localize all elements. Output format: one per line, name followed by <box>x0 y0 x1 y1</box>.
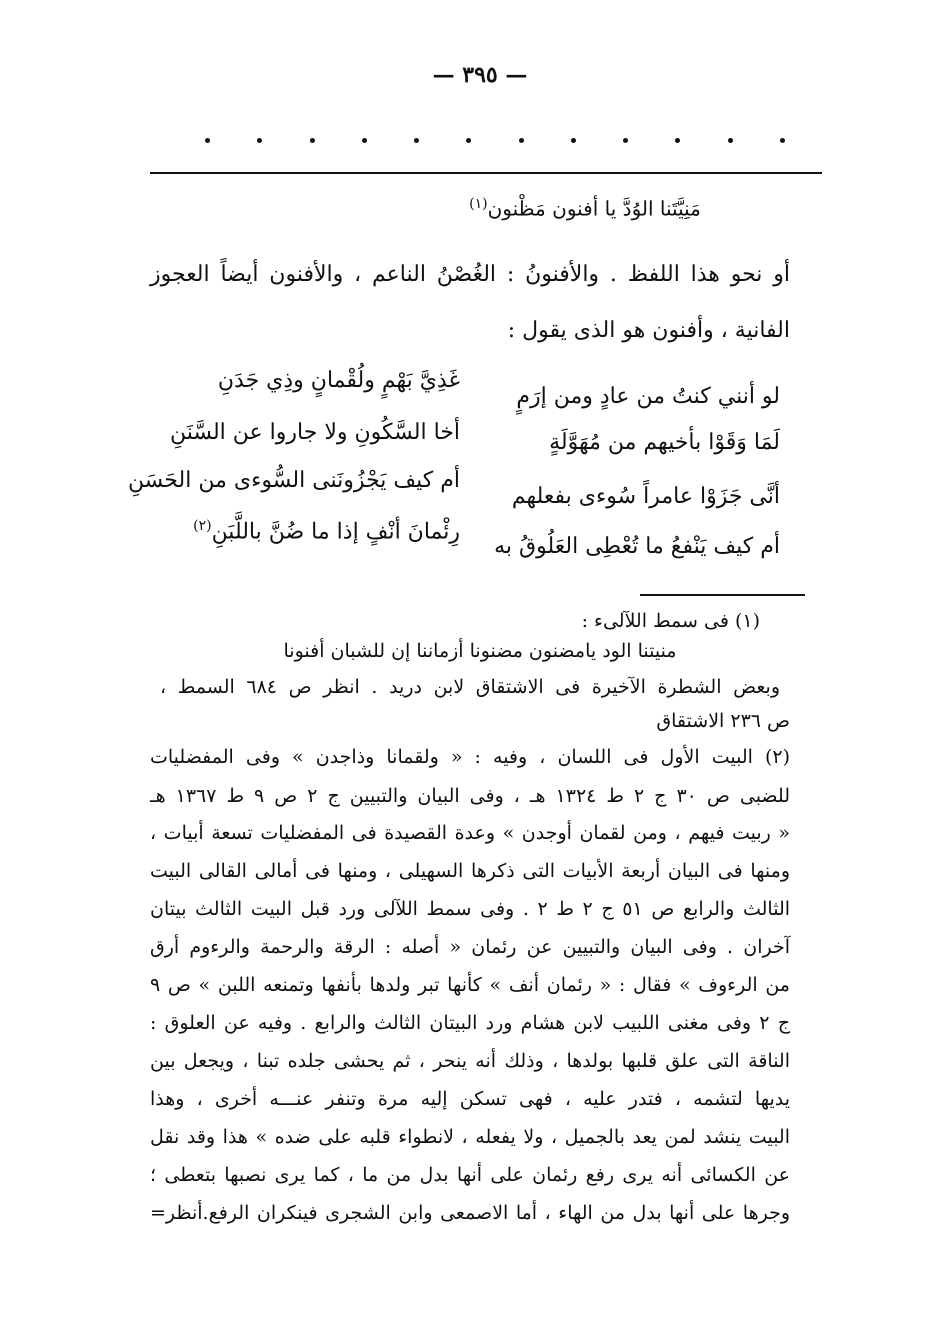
dot <box>205 138 210 143</box>
footnote-2-line: عن الكسائى أنه يرى رفع رئمان على أنها بدل من ما ، كما يرى نصبها بتعطى ؛ <box>150 1164 790 1186</box>
footnote-1-label: (١) فى سمط اللآلىء : <box>581 610 760 632</box>
verse-4-left-text: رِئْمانَ أنْفٍ إذا ما ضُنَّ باللَّبَنِ <box>211 519 460 545</box>
footnote-2-line: وجرها على أنها بدل من الهاء ، أما الاصمعى وابن الشجرى فينكران الرفع.أنظر= <box>150 1202 790 1224</box>
ornament-dots <box>205 138 785 143</box>
verse-4-right: أم كيف يَنْفعُ ما تُعْطِى العَلُوقُ به <box>494 534 780 559</box>
dot <box>675 138 680 143</box>
paragraph-line-2: الفانية ، وأفنون هو الذى يقول : <box>507 318 790 343</box>
footnote-2-line: ومنها فى البيان أربعة الأبيات التى ذكرها السهيلى ، ومنها فى أمالى القالى البيت <box>150 860 790 882</box>
verse-3-left: أم كيف يَجْزُونَنى السُّوءى من الحَسَنِ <box>127 468 460 493</box>
footnote-2-line: « ربيت فيهم ، ومن لقمان أوجدن » وعدة القصيدة فى المفضليات تسعة أبيات ، <box>150 822 790 844</box>
paragraph-line-1: أو نحو هذا اللفظ . والأفنونُ : الغُصْنُ الناعم ، والأفنون أيضاً العجوز <box>150 262 790 287</box>
footnote-1-line-3: ص ٢٣٦ الاشتقاق <box>656 710 790 732</box>
dot <box>362 138 367 143</box>
footnote-2-line: (٢) البيت الأول فى اللسان ، وفيه : « ولقمانا وذاجدن » وفى المفضليات <box>150 746 790 768</box>
footnote-2-line: الثالث والرابع ص ٥١ ج ٢ ط ٢ . وفى سمط اللآلى ورد قبل البيت الثالث بيتان <box>150 898 791 920</box>
dot <box>466 138 471 143</box>
footnote-1-line-2: وبعض الشطرة الآخيرة فى الاشتقاق لابن دريد . انظر ص ٦٨٤ السمط ، <box>160 676 781 698</box>
dot <box>310 138 315 143</box>
dot <box>571 138 576 143</box>
verse-4-left <box>160 518 460 544</box>
footnote-2-line: البيت ينشد لمن يعد بالجميل ، ولا يفعله ، لانطواء قلبه على ضده » هذا وقد نقل <box>150 1126 790 1148</box>
dot <box>728 138 733 143</box>
footnote-2-line: للضبى ص ٣٠ ج ٢ ط ١٣٢٤ هـ ، وفى البيان والتبيين ج ٢ ص ٩ ط ١٣٦٧ هـ <box>150 785 790 807</box>
footnote-1-verse: منيتنا الود يامضنون مضنونا أزماننا إن للشبان أفنونا <box>283 640 677 662</box>
footnote-2-line: الناقة التى علق قلبها بولدها ، وذلك أنه ينحر ، ثم يحشى جلده تبنا ، ويجعل بين <box>150 1050 790 1072</box>
hemistich-note: (١) <box>469 196 488 212</box>
verse-note: (٢) <box>193 518 212 534</box>
verse-1-right: لو أنني كنتُ من عادٍ ومن إرَمٍ <box>516 384 780 409</box>
dot <box>414 138 419 143</box>
hemistich-line <box>350 196 820 221</box>
verse-1-left: غَذِيَّ بَهْمٍ ولُقْمانٍ وذِي جَدَنِ <box>217 368 460 393</box>
verse-2-left: أخا السَّكُونِ ولا جاروا عن السَّنَنِ <box>169 420 460 445</box>
top-rule <box>150 172 822 174</box>
dot <box>780 138 785 143</box>
footnote-2-line: يديها لتشمه ، فتدر عليه ، فهى تسكن إليه مرة وتنفر عنـــه أخرى ، وهذا <box>150 1088 790 1110</box>
verse-2-right: لَمَا وَقَوْا بأخيهم من مُهَوَّلَةٍ <box>549 430 780 455</box>
dot <box>257 138 262 143</box>
dot <box>519 138 524 143</box>
verse-3-right: أنَّى جَزَوْا عامراً سُوءى بفعلهم <box>511 484 780 509</box>
footnote-2-line: ج ٢ وفى مغنى اللبيب لابن هشام ورد البيتان الثالث والرابع . وفيه عن العلوق : <box>150 1012 790 1034</box>
hemistich-text: مَنِيَّتَنا الوُدَّ يا أفنون مَظْنون <box>487 196 701 221</box>
footnote-2-line: من الرءوف » فقال : « رئمان أنف » كأنها تبر ولدها بأنفها وتمنعه اللبن » ص ٩ <box>150 974 790 996</box>
dot <box>623 138 628 143</box>
footnote-rule <box>640 594 805 596</box>
page-number: — ٣٩٥ — <box>432 62 528 88</box>
footnote-2-line: آخران . وفى البيان والتبيين عن رئمان « أصله : الرقة والرحمة والرءوم أرق <box>150 936 790 958</box>
